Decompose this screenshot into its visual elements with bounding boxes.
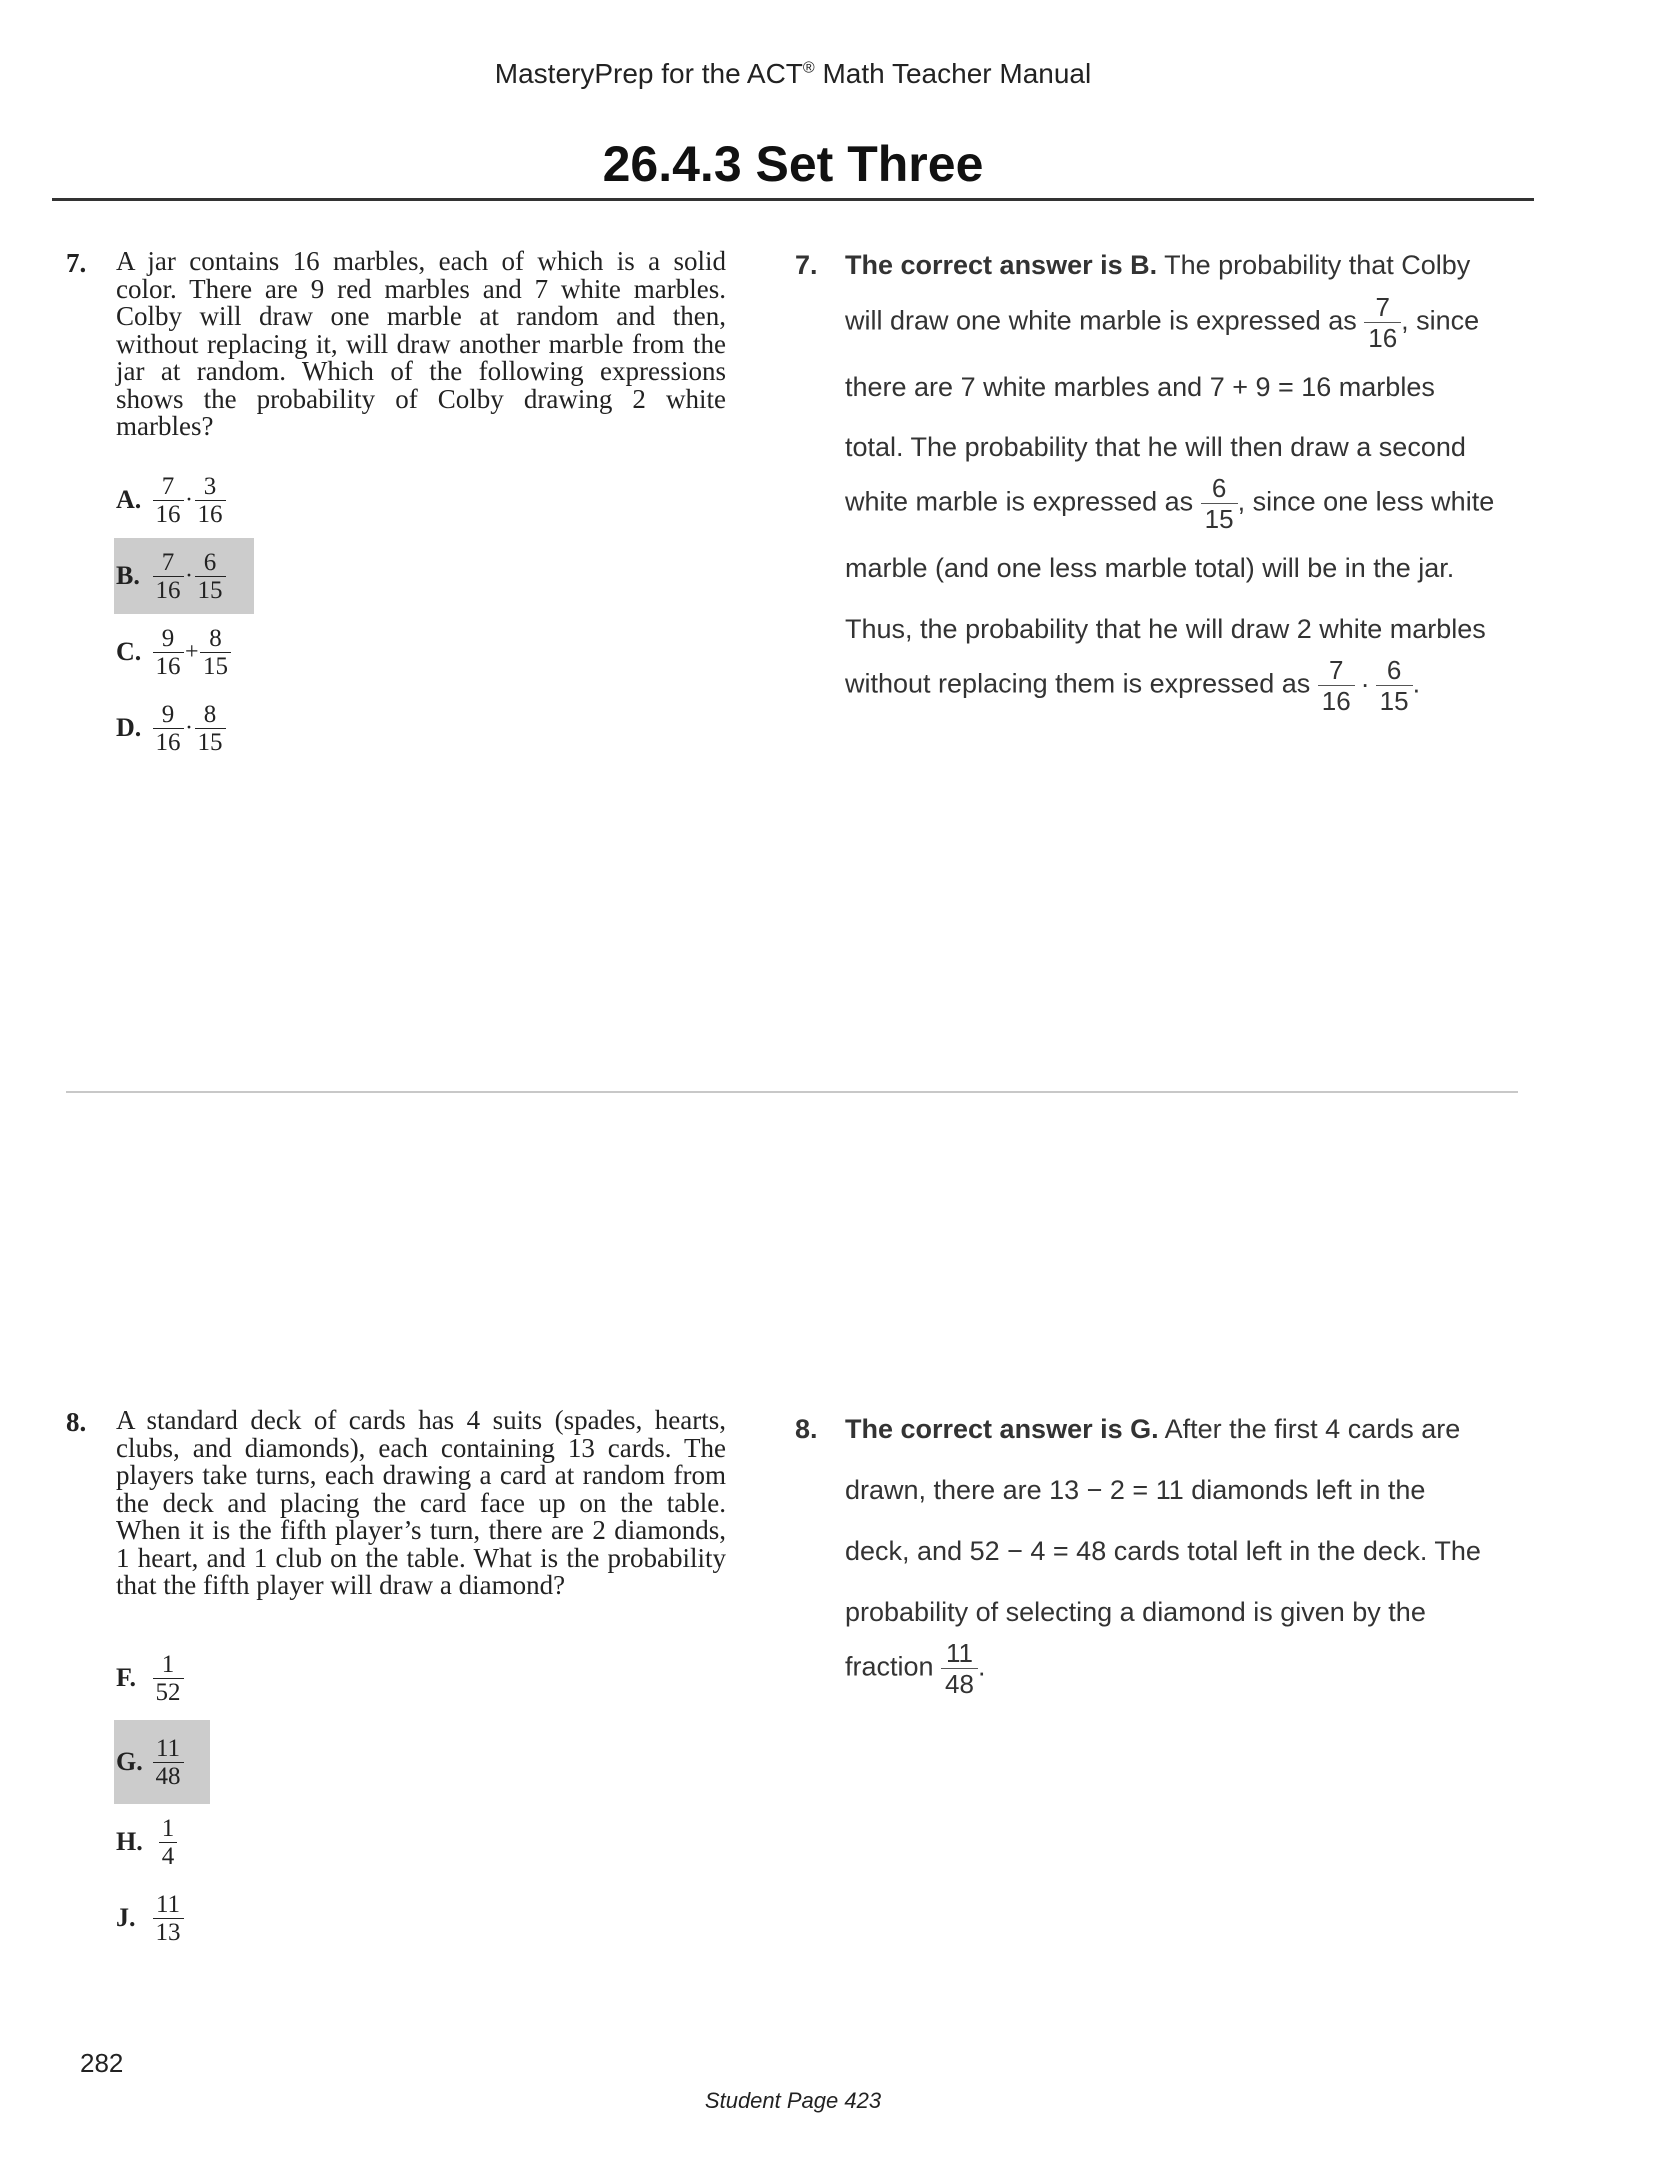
numerator: 6: [1386, 655, 1402, 685]
fraction: [1201, 473, 1238, 534]
answer-text: white marble is expressed as: [845, 486, 1201, 517]
registered-mark: ®: [802, 59, 815, 77]
answer-text: without replacing them is expressed as: [845, 668, 1318, 699]
page-number: 282: [80, 2048, 124, 2078]
fraction: [1318, 655, 1355, 716]
choice-g[interactable]: [114, 1720, 210, 1804]
numerator: 1: [161, 1650, 175, 1678]
numerator: 6: [1211, 473, 1227, 503]
choice-c[interactable]: [114, 614, 254, 690]
choice-d[interactable]: [114, 690, 254, 766]
operator: ·: [185, 486, 193, 513]
answer-line: drawn, there are 13 − 2 = 11 diamonds left in the: [845, 1475, 1426, 1505]
operator: ·: [185, 714, 193, 741]
section-divider: [66, 1091, 1518, 1093]
answer-text: , since one less white: [1237, 486, 1495, 517]
fraction: [152, 625, 184, 680]
fraction: [152, 1735, 184, 1790]
fraction: [1364, 292, 1401, 353]
answer-line: total. The probability that he will then draw a second: [845, 432, 1466, 462]
choice-h[interactable]: [114, 1804, 210, 1880]
answer-line: [845, 292, 1479, 353]
answer-line: there are 7 white marbles and 7 + 9 = 16 marbles: [845, 372, 1435, 402]
numerator: 7: [1375, 292, 1390, 322]
answer-line: probability of selecting a diamond is given by the: [845, 1597, 1426, 1627]
denominator: 52: [153, 1678, 184, 1706]
choice-b[interactable]: [114, 538, 254, 614]
denominator: 16: [1364, 322, 1401, 353]
answer-8-number: 8.: [795, 1414, 818, 1444]
choice-letter: B.: [116, 561, 140, 590]
fraction: [152, 1651, 184, 1706]
choice-letter: H.: [116, 1827, 143, 1856]
numerator: 9: [161, 624, 175, 652]
answer-line: [845, 1414, 1460, 1445]
fraction: [152, 473, 184, 528]
running-head: [0, 58, 1586, 90]
numerator: 7: [1328, 655, 1344, 685]
question-7-text: A jar contains 16 marbles, each of which is a solid color. There are 9 red marbles and 7 white marbles. Colby will draw one marble at random and then, without replacing it, will draw another marble from the jar at random. Which of the following expressions shows the probability of Colby drawing 2 white marbles?: [116, 246, 726, 441]
question-8-choices: [114, 1636, 210, 1956]
answer-line: [845, 655, 1420, 716]
denominator: 48: [941, 1668, 978, 1699]
running-head-text: MasteryPrep for the ACT: [494, 58, 803, 89]
choice-letter: C.: [116, 637, 142, 666]
numerator: 11: [155, 1734, 181, 1762]
fraction: [152, 701, 184, 756]
choice-letter: G.: [116, 1747, 143, 1776]
question-8-text: A standard deck of cards has 4 suits (spades, hearts, clubs, and diamonds), each containing 13 cards. The players take turns, each drawing a card at random from the deck and placing the card face up on the table. When it is the fifth player’s turn, there are 2 diamonds, 1 heart, and 1 club on the table. What is the probability that the fifth player will draw a diamond?: [116, 1405, 726, 1600]
answer-text: .: [977, 1651, 986, 1682]
denominator: 15: [195, 728, 226, 756]
answer-text: will draw one white marble is expressed as: [845, 305, 1365, 336]
numerator: 8: [209, 624, 222, 652]
denominator: 15: [195, 576, 226, 604]
denominator: 48: [153, 1762, 184, 1790]
denominator: 16: [153, 576, 184, 604]
choice-a[interactable]: [114, 462, 254, 538]
fraction: [152, 1891, 184, 1946]
choice-f[interactable]: [114, 1636, 210, 1720]
fraction: [200, 625, 232, 680]
numerator: 11: [946, 1638, 973, 1668]
page-title: 26.4.3 Set Three: [602, 136, 984, 192]
question-8-number: 8.: [66, 1407, 87, 1437]
operator: +: [185, 638, 199, 665]
answer-text: , since: [1401, 305, 1480, 336]
choice-letter: A.: [116, 485, 142, 514]
student-page-reference: Student Page 423: [704, 2088, 882, 2113]
answer-line: Thus, the probability that he will draw 2 white marbles: [845, 614, 1486, 644]
fraction: [152, 549, 184, 604]
fraction: [1376, 655, 1413, 716]
question-7-choices: [114, 462, 254, 766]
running-head-suffix: Math Teacher Manual: [814, 58, 1092, 89]
denominator: 15: [200, 652, 231, 680]
title-rule: [52, 198, 1534, 201]
fraction: [194, 473, 226, 528]
answer-line: [845, 473, 1494, 534]
denominator: 15: [1376, 685, 1413, 716]
denominator: 15: [1201, 503, 1238, 534]
answer-line: [845, 250, 1470, 281]
numerator: 7: [161, 472, 175, 500]
numerator: 3: [203, 472, 217, 500]
multiplication-dot: ·: [1360, 668, 1370, 699]
answer-line: [845, 1638, 985, 1699]
numerator: 11: [155, 1890, 181, 1918]
denominator: 16: [1318, 685, 1355, 716]
fraction: [152, 1815, 184, 1870]
fraction: [194, 549, 226, 604]
correct-answer-lead: The correct answer is G.: [845, 1414, 1159, 1444]
answer-7-number: 7.: [795, 250, 818, 280]
numerator: 9: [161, 700, 175, 728]
choice-letter: D.: [116, 713, 142, 742]
numerator: 1: [161, 1814, 175, 1842]
choice-j[interactable]: [114, 1880, 210, 1956]
choice-letter: J.: [116, 1903, 136, 1932]
answer-text: fraction: [845, 1651, 942, 1682]
answer-text: .: [1412, 668, 1421, 699]
numerator: 7: [161, 548, 175, 576]
denominator: 16: [153, 500, 184, 528]
question-7-number: 7.: [66, 248, 87, 278]
answer-text: The probability that Colby: [1157, 250, 1471, 280]
denominator: 13: [153, 1918, 184, 1946]
numerator: 8: [203, 700, 217, 728]
fraction: [194, 701, 226, 756]
answer-line: deck, and 52 − 4 = 48 cards total left in the deck. The: [845, 1536, 1481, 1566]
denominator: 4: [159, 1842, 178, 1870]
denominator: 16: [153, 652, 184, 680]
correct-answer-lead: The correct answer is B.: [845, 250, 1158, 280]
operator: ·: [185, 562, 193, 589]
choice-letter: F.: [116, 1663, 136, 1692]
answer-text: After the first 4 cards are: [1158, 1414, 1461, 1444]
fraction: [941, 1638, 978, 1699]
numerator: 6: [203, 548, 217, 576]
answer-line: marble (and one less marble total) will be in the jar.: [845, 553, 1455, 583]
denominator: 16: [153, 728, 184, 756]
denominator: 16: [195, 500, 226, 528]
